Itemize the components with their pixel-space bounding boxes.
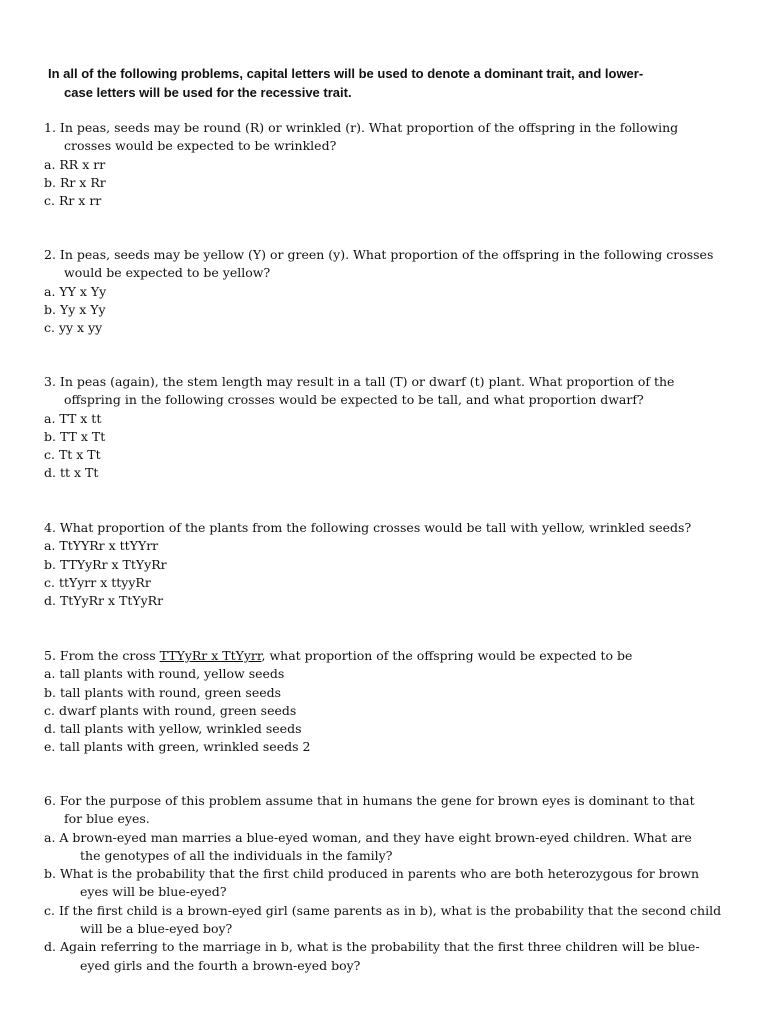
question-2-option-c: c. yy x yy [44,320,103,336]
question-4-option-b: b. TTYyRr x TtYyRr [44,556,167,572]
question-3-option-a: a. TT x tt [44,410,102,426]
question-6-option-b: b. What is the probability that the first child produced in parents who are both heterozygous for brown [44,866,700,882]
question-1-stem-cont: crosses would be expected to be wrinkled? [64,138,337,154]
question-1-option-b: b. Rr x Rr [44,174,106,190]
question-2-option-a: a. YY x Yy [44,283,107,299]
instructions-line-2: case letters will be used for the recessive trait. [64,85,352,100]
question-3-stem-cont: offspring in the following crosses would be expected to be tall, and what proportion dwarf? [64,392,644,408]
question-6-option-a: a. A brown-eyed man marries a blue-eyed woman, and they have eight brown-eyed children. What are [44,829,692,845]
question-5-option-a: a. tall plants with round, yellow seeds [44,666,285,682]
question-5-option-d: d. tall plants with yellow, wrinkled seeds [44,721,302,737]
question-2-stem: 2. In peas, seeds may be yellow (Y) or green (y). What proportion of the offspring in the following crosses [44,247,714,262]
question-6 [44,792,734,975]
question-2 [44,246,734,337]
question-5-stem [44,647,734,665]
question-3 [44,373,734,483]
question-4-option-c: c. ttYyrr x ttyyRr [44,574,151,590]
question-6-option-d: d. Again referring to the marriage in b, what is the probability that the first three children will be blue- [44,939,700,955]
question-1 [44,119,734,210]
question-5-suffix: , what proportion of the offspring would be expected to be [261,648,633,663]
question-2-stem-cont: would be expected to be yellow? [64,265,271,281]
question-1-stem: 1. In peas, seeds may be round (R) or wrinkled (r). What proportion of the offspring in the following [44,120,679,135]
question-5 [44,647,734,757]
instructions [48,64,738,102]
question-6-option-c-cont: will be a blue-eyed boy? [80,921,233,937]
question-5-option-b: b. tall plants with round, green seeds [44,684,282,700]
question-4-option-a: a. TtYYRr x ttYYrr [44,538,159,554]
question-6-option-d-cont: eyed girls and the fourth a brown-eyed boy? [80,957,361,973]
question-3-stem: 3. In peas (again), the stem length may result in a tall (T) or dwarf (t) plant. What proportion of the [44,374,675,389]
question-3-option-b: b. TT x Tt [44,428,106,444]
question-6-option-b-cont: eyes will be blue-eyed? [80,884,227,900]
instructions-line-1: In all of the following problems, capital letters will be used to denote a dominant trait, and lower- [48,66,644,81]
question-5-option-c: c. dwarf plants with round, green seeds [44,702,297,718]
question-6-stem: 6. For the purpose of this problem assume that in humans the gene for brown eyes is dominant to that [44,793,695,808]
question-2-option-b: b. Yy x Yy [44,301,106,317]
question-3-option-c: c. Tt x Tt [44,447,101,463]
question-1-option-a: a. RR x rr [44,156,106,172]
question-5-prefix: 5. From the cross [44,648,160,663]
question-3-option-d: d. tt x Tt [44,465,99,481]
question-4 [44,519,734,610]
question-5-cross: TTYyRr x TtYyrr [159,648,262,663]
question-6-stem-cont: for blue eyes. [64,811,150,827]
question-4-stem: 4. What proportion of the plants from the following crosses would be tall with yellow, wrinkled seeds? [44,520,692,535]
question-4-option-d: d. TtYyRr x TtYyRr [44,593,164,609]
question-6-option-a-cont: the genotypes of all the individuals in the family? [80,847,393,863]
question-1-option-c: c. Rr x rr [44,193,102,209]
question-5-option-e: e. tall plants with green, wrinkled seeds 2 [44,739,311,755]
question-6-option-c: c. If the first child is a brown-eyed girl (same parents as in b), what is the probability that the second child [44,902,722,918]
